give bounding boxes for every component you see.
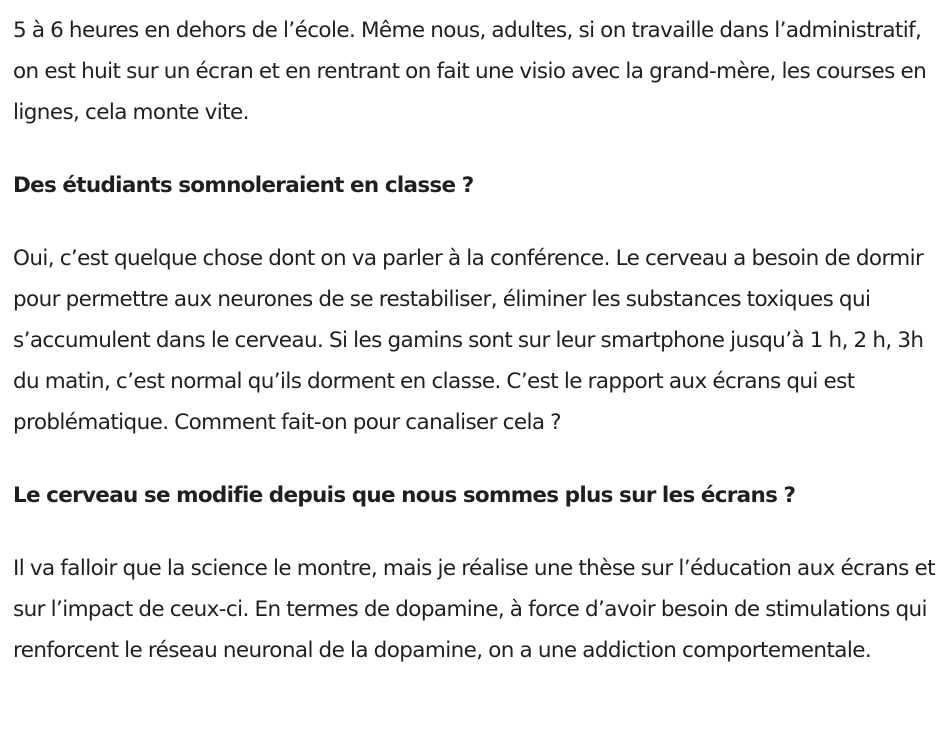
interview-answer-sleep: Oui, c’est quelque chose dont on va parler à la conférence. Le cerveau a besoin de dormir pour permettre aux neurones de se restabiliser, éliminer les substances toxiques qui s’accumulent dans le cerveau. Si les gamins sont sur leur smartphone jusqu’à 1 h, 2 h, 3h du matin, c’est normal qu’ils dorment en classe. C’est le rapport aux écrans qui est problématique. Comment fait-on pour canaliser cela ? <box>13 246 924 435</box>
article-body <box>13 10 938 703</box>
interview-question-sleep: Des étudiants somnoleraient en classe ? <box>13 173 474 198</box>
interview-answer-brain: Il va falloir que la science le montre, mais je réalise une thèse sur l’éducation aux écrans et sur l’impact de ceux-ci. En termes de dopamine, à force d’avoir besoin de stimulations qui renforcent le réseau neuronal de la dopamine, on a une addiction comportementale. <box>13 556 935 663</box>
intro-paragraph: 5 à 6 heures en dehors de l’école. Même nous, adultes, si on travaille dans l’administratif, on est huit sur un écran et en rentrant on fait une visio avec la grand-mère, les courses en lignes, cela monte vite. <box>13 18 927 125</box>
interview-question-brain: Le cerveau se modifie depuis que nous sommes plus sur les écrans ? <box>13 483 796 508</box>
